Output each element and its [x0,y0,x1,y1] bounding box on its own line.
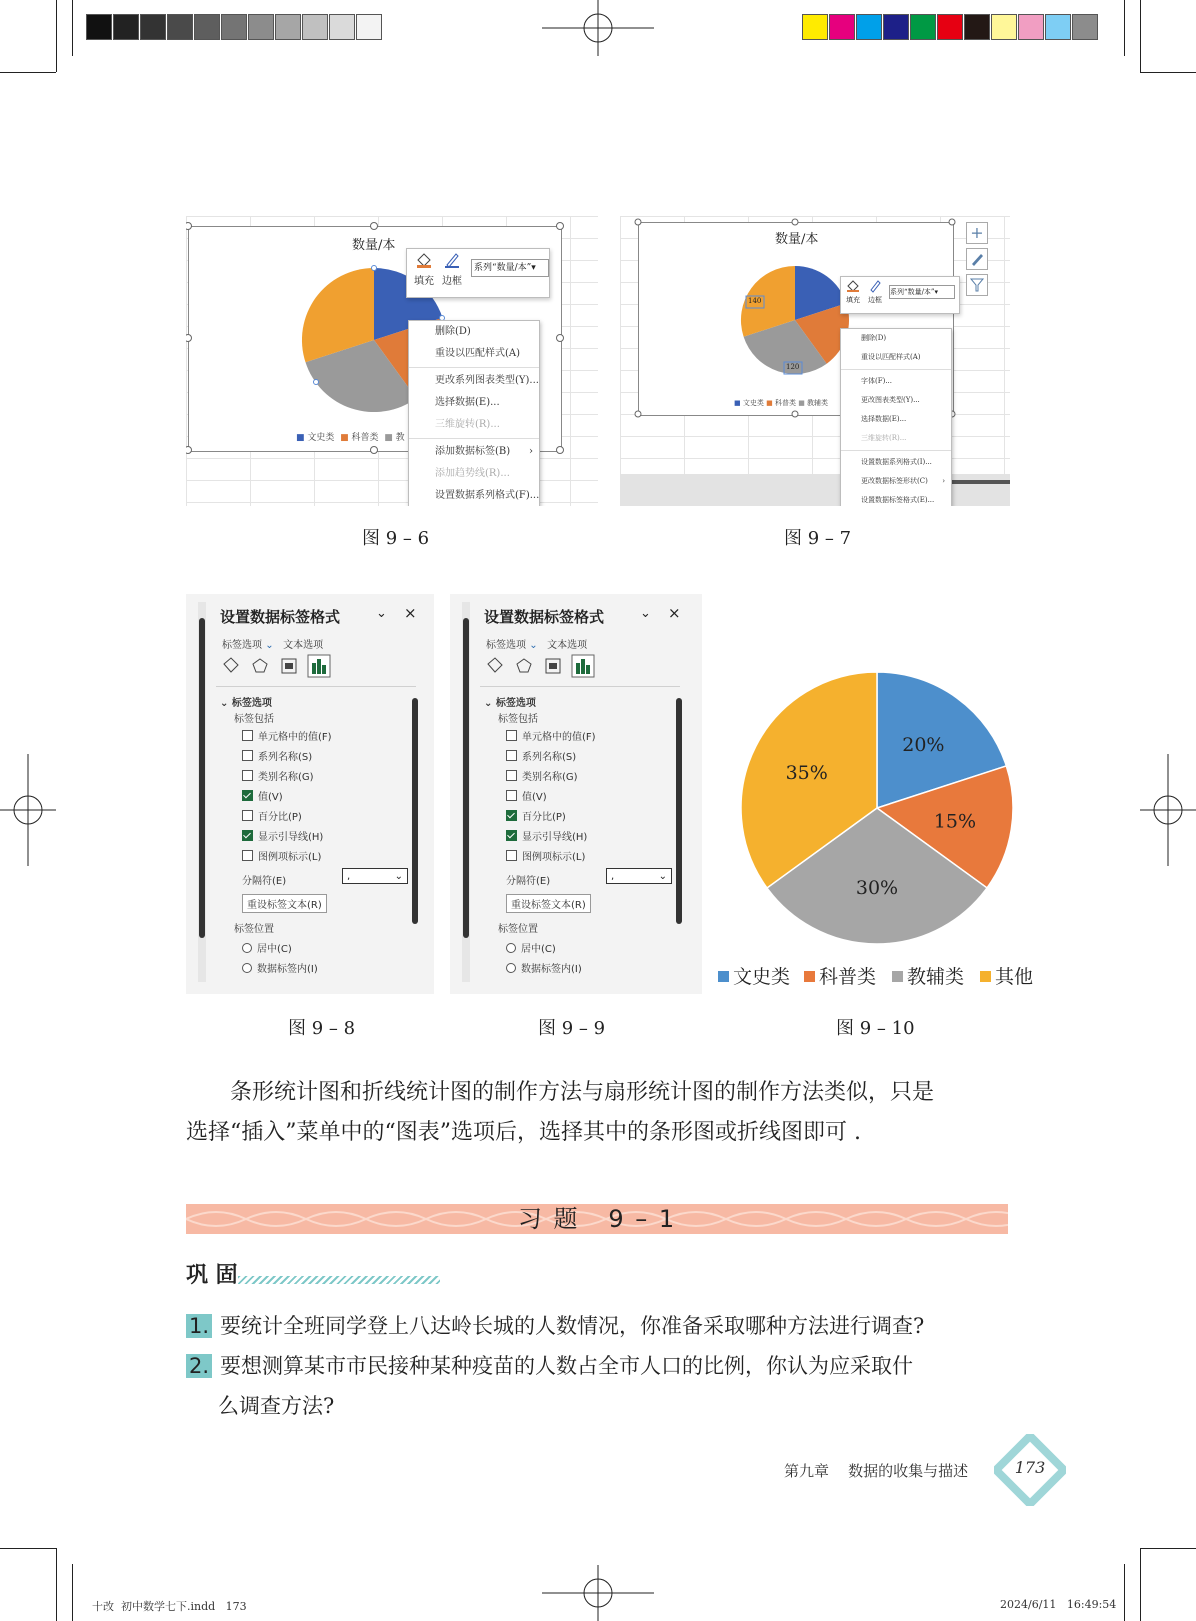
checkbox-label: 单元格中的值(F) [522,732,596,743]
legend-swatch [804,971,815,982]
question-continuation [218,1390,334,1420]
color-swatch [140,14,166,40]
menu-item[interactable] [409,463,539,485]
legend-label: 教辅类 [907,966,965,988]
chevron-down-icon: ⌄ [220,698,229,709]
crop-mark [56,1548,57,1621]
inner-scrollbar-thumb[interactable] [676,698,682,924]
section-underline [238,1276,440,1284]
color-swatch [113,14,139,40]
radio-label: 居中(C) [521,944,556,955]
menu-item[interactable] [841,348,951,367]
checkbox[interactable] [242,750,253,761]
pie-data-label: 20% [902,734,945,757]
chart-legend: ■ 文史类 ■ 科普类 ■ 教辅类 [734,399,829,407]
crop-mark [72,0,73,56]
registration-mark-left [0,754,56,866]
mini-toolbar [840,276,960,314]
color-swatch [329,14,355,40]
color-swatch [302,14,328,40]
checkbox-label: 图例项标示(L) [258,852,322,863]
separator-label: 分隔符(E) [506,876,551,887]
separator-label: 分隔符(E) [242,876,287,887]
plus-icon[interactable]: + [966,222,988,244]
color-swatch [248,14,274,40]
legend-swatch [980,971,991,982]
menu-item[interactable] [841,410,951,429]
tab-label-options[interactable] [222,640,274,651]
color-swatch [829,14,855,40]
label-option-checkbox[interactable] [506,808,566,823]
fill-line-icon [224,658,238,672]
menu-item-label: 添加趋势线(R)... [435,468,510,479]
paint-bucket-icon [846,279,860,293]
mini-toolbar [406,248,550,298]
scrollbar-track[interactable] [198,602,206,982]
menu-separator [409,438,539,439]
color-swatch [964,14,990,40]
color-swatch [991,14,1017,40]
checkbox[interactable] [506,750,517,761]
menu-item[interactable] [841,372,951,391]
label-contains: 标签包括 [498,714,538,725]
menu-item-label: 选择数据(E)... [861,415,907,423]
crop-mark [1140,0,1141,72]
crop-mark [1140,72,1196,73]
effects-icon [517,659,531,672]
label-option-checkbox[interactable] [242,788,283,803]
tab-text-options[interactable]: 文本选项 [547,640,588,651]
checkbox-label: 单元格中的值(F) [258,732,332,743]
checkbox-label: 显示引导线(H) [522,832,588,843]
label-option-checkbox[interactable] [506,848,585,863]
registration-mark-bottom [542,1565,654,1621]
checkbox-label: 类别名称(G) [522,772,578,783]
checkbox[interactable] [506,810,517,821]
label-option-checkbox[interactable] [242,828,323,843]
radio[interactable] [506,963,516,973]
label-position-header: 标签位置 [498,924,538,935]
menu-item-label: 选择数据(E)... [435,397,500,408]
label-option-checkbox[interactable] [506,728,596,743]
color-swatch [856,14,882,40]
checkbox[interactable] [506,730,517,741]
label-option-checkbox[interactable] [506,788,547,803]
close-icon[interactable]: × [404,604,417,622]
menu-item-label: 设置数据系列格式(F)... [435,490,540,501]
crop-mark [0,1548,56,1549]
paragraph-line: 选择“插入”菜单中的“图表”选项后，选择其中的条形图或折线图即可 . [186,1120,861,1145]
series-select-value: 系列“数量/本” [474,263,532,273]
pie-data-label: 35% [785,762,828,785]
brush-icon[interactable] [966,248,988,270]
chevron-down-icon[interactable]: ⌄ [376,606,387,621]
menu-item-label: 三维旋转(R)... [861,434,907,442]
chevron-right-icon: › [942,477,945,485]
menu-item[interactable] [409,485,539,506]
color-swatch [194,14,220,40]
legend-swatch [718,971,729,982]
menu-item[interactable] [841,453,951,472]
radio[interactable] [242,943,252,953]
paragraph [186,1074,1008,1112]
scrollbar-thumb[interactable] [199,618,205,938]
color-swatch [275,14,301,40]
color-swatch [356,14,382,40]
separator-value: , [611,871,615,882]
border-button[interactable] [441,251,463,287]
color-swatch [1072,14,1098,40]
menu-item-label: 三维旋转(R)... [435,419,500,430]
color-swatch [883,14,909,40]
color-swatch [937,14,963,40]
tab-label: 标签选项 [486,640,526,651]
menu-item[interactable] [409,343,539,365]
series-select[interactable]: 系列“数量/本”▾ [889,285,955,299]
checkbox-label: 图例项标示(L) [522,852,586,863]
color-swatch [1018,14,1044,40]
format-data-labels-panel [186,594,434,994]
menu-item-label: 设置数据系列格式(I)... [861,458,932,466]
context-menu [840,328,952,506]
checkbox-label: 系列名称(S) [258,752,313,763]
filter-icon[interactable] [966,274,988,296]
reset-label-text-button[interactable]: 重设标签文本(R) [242,894,327,913]
legend-label: 科普类 [819,966,877,988]
menu-item[interactable] [409,370,539,392]
menu-item-label: 设置数据标签格式(E)... [861,496,935,504]
print-timestamp: 2024/6/11 16:49:54 [1000,1598,1117,1611]
label-option-checkbox[interactable] [242,848,321,863]
chart-title: 数量/本 [352,238,396,253]
checkbox[interactable] [506,770,517,781]
legend-item: 教辅类 [807,399,829,407]
panel-title: 设置数据标签格式 [484,608,605,626]
menu-item-label: 更改系列图表类型(Y)... [435,375,539,386]
fill-label: 填充 [414,276,434,287]
section-header[interactable] [220,694,272,709]
menu-item[interactable] [841,491,951,506]
section-header[interactable] [484,694,536,709]
menu-item-label: 更改图表类型(Y)... [861,396,920,404]
chevron-down-icon: ⌄ [394,871,403,882]
menu-separator [841,369,951,370]
question [186,1350,913,1380]
registration-mark-top [542,0,654,56]
figure-caption: 图 9 – 10 [836,1018,915,1039]
menu-item-label: 删除(D) [435,326,471,337]
menu-item-label: 删除(D) [861,334,887,342]
scrollbar-thumb[interactable] [463,618,469,938]
chevron-down-icon[interactable]: ⌄ [640,606,651,621]
figure-caption: 图 9 – 6 [362,528,430,549]
checkbox[interactable] [506,830,517,841]
fig-9-7-screenshot [620,216,1010,506]
fill-label: 填充 [846,296,860,304]
crop-mark [0,72,56,73]
reset-label-text-button[interactable]: 重设标签文本(R) [506,894,591,913]
color-swatch [167,14,193,40]
label-position-radio[interactable] [506,940,556,955]
label-option-checkbox[interactable] [506,828,587,843]
data-label[interactable]: 140 [748,297,762,305]
radio[interactable] [242,963,252,973]
tab-label: 标签选项 [222,640,262,651]
menu-item[interactable] [409,441,539,463]
chevron-down-icon: ⌄ [484,698,493,709]
menu-item[interactable] [841,329,951,348]
section-label: 标签选项 [495,698,536,709]
registration-mark-right [1140,754,1196,866]
pie-data-label: 30% [855,876,899,899]
checkbox[interactable] [242,830,253,841]
legend-item: 科普类 [774,399,796,407]
pie-chart [712,670,1052,1000]
color-swatch [86,14,112,40]
label-option-checkbox[interactable] [506,768,578,783]
context-menu [408,320,540,506]
crop-mark [1124,0,1125,56]
radio-label: 数据标签内(I) [257,964,318,975]
checkbox[interactable] [242,850,253,861]
radio-label: 数据标签内(I) [521,964,582,975]
menu-item[interactable] [841,472,951,491]
exercise-banner [186,1204,1008,1234]
checkbox[interactable] [506,850,517,861]
file-info: 十改 初中数学七下.indd 173 [92,1600,247,1613]
section-label: 标签选项 [231,698,272,709]
pie-data-label: 15% [933,810,977,833]
checkbox[interactable] [242,770,253,781]
label-position-radio[interactable] [242,940,292,955]
checkbox-label: 百分比(P) [522,812,566,823]
crop-mark [1124,1564,1125,1621]
menu-item[interactable] [841,429,951,448]
menu-item[interactable] [841,391,951,410]
checkbox[interactable] [242,790,253,801]
page-number: 173 [1014,1458,1046,1477]
question-text: 要统计全班同学登上八达岭长城的人数情况，你准备采取哪种方法进行调查? [220,1314,925,1338]
figure-caption: 图 9 – 7 [784,528,852,549]
chart-legend: ■ 文史类 ■ 科普类 ■ 教 [296,433,405,443]
checkbox-label: 系列名称(S) [522,752,577,763]
label-option-checkbox[interactable] [242,768,314,783]
chevron-down-icon: ⌄ [265,640,274,651]
fig-9-6-screenshot [186,216,598,506]
border-label: 边框 [442,276,462,287]
series-select[interactable] [471,259,549,277]
menu-separator [409,367,539,368]
chevron-down-icon: ⌄ [529,640,538,651]
label-option-checkbox[interactable] [506,748,576,763]
question-text: 要想测算某市市民接种某种疫苗的人数占全市人口的比例，你认为应采取什 [220,1354,914,1378]
fill-button[interactable] [413,251,435,287]
legend-label: 文史类 [733,966,791,988]
pen-icon [443,251,461,269]
menu-item-label: 重设以匹配样式(A) [435,348,521,359]
menu-item-label: 添加数据标签(B) [435,446,511,457]
border-button[interactable] [867,279,883,305]
separator-select[interactable] [606,868,672,884]
menu-item[interactable] [409,321,539,343]
color-swatch [221,14,247,40]
paragraph-line: 条形统计图和折线统计图的制作方法与扇形统计图的制作方法类似，只是 [230,1080,935,1105]
label-option-checkbox[interactable] [242,808,302,823]
radio-label: 居中(C) [257,944,292,955]
color-swatch [1045,14,1071,40]
paragraph [186,1114,1008,1152]
menu-item-label: 重设以匹配样式(A) [861,353,921,361]
section-title: 巩 固 [186,1263,238,1288]
legend-item: 文史类 [307,433,335,443]
exercise-title: 习 题 9 – 1 [517,1205,677,1233]
question-number: 1. [186,1314,212,1338]
question-text: 么调查方法? [218,1394,335,1418]
panel-icon-row [484,654,604,680]
label-position-radio[interactable] [242,960,318,975]
separator-value: , [347,871,351,882]
legend-item: 文史类 [742,399,764,407]
label-option-checkbox[interactable] [242,748,312,763]
radio[interactable] [506,943,516,953]
legend-swatch [892,971,903,982]
effects-icon [253,659,267,672]
legend-item: 科普类 [351,433,379,443]
paint-bucket-icon [415,251,433,269]
crop-mark [72,1564,73,1621]
checkbox-label: 值(V) [522,792,547,803]
close-icon[interactable]: × [668,604,681,622]
crop-mark [1140,1548,1141,1621]
label-contains: 标签包括 [234,714,274,725]
figure-caption: 图 9 – 8 [288,1018,356,1039]
crop-mark [1140,1548,1196,1549]
series-select-value: 系列“数量/本” [890,288,935,296]
checkbox-label: 类别名称(G) [258,772,314,783]
checkbox[interactable] [506,790,517,801]
label-position-header: 标签位置 [234,924,274,935]
label-option-checkbox[interactable] [242,728,332,743]
figure-caption: 图 9 – 9 [538,1018,606,1039]
label-position-radio[interactable] [506,960,582,975]
checkbox-label: 值(V) [258,792,283,803]
tab-label-options[interactable] [486,640,538,651]
panel-icon-row [220,654,340,680]
question-number: 2. [186,1354,212,1378]
checkbox-label: 显示引导线(H) [258,832,324,843]
fill-line-icon [488,658,502,672]
inner-scrollbar-thumb[interactable] [412,698,418,924]
menu-item-label: 字体(F)... [861,377,892,385]
color-swatch [802,14,828,40]
chart-title: 数量/本 [775,232,819,247]
data-label[interactable]: 120 [786,363,800,371]
panel-title: 设置数据标签格式 [220,608,341,626]
separator-select[interactable] [342,868,408,884]
question [186,1310,924,1340]
checkbox[interactable] [242,730,253,741]
format-data-labels-panel [450,594,702,994]
tab-text-options[interactable]: 文本选项 [283,640,324,651]
chevron-right-icon: › [529,446,533,457]
checkbox-label: 百分比(P) [258,812,302,823]
crop-mark [56,0,57,72]
chevron-down-icon: ⌄ [658,871,667,882]
menu-item[interactable] [409,392,539,414]
pen-icon [868,279,882,293]
menu-item[interactable] [409,414,539,436]
chapter-label: 第九章 数据的收集与描述 [784,1462,969,1480]
scrollbar-track[interactable] [462,602,470,982]
legend-label: 其他 [995,966,1034,988]
menu-item-label: 更改数据标签形状(C) [861,477,928,485]
legend-item: 教 [395,433,405,443]
color-swatch [910,14,936,40]
checkbox[interactable] [242,810,253,821]
menu-separator [841,450,951,451]
border-label: 边框 [868,296,882,304]
fill-button[interactable] [845,279,861,305]
chevron-down-icon: ▾ [531,263,536,273]
